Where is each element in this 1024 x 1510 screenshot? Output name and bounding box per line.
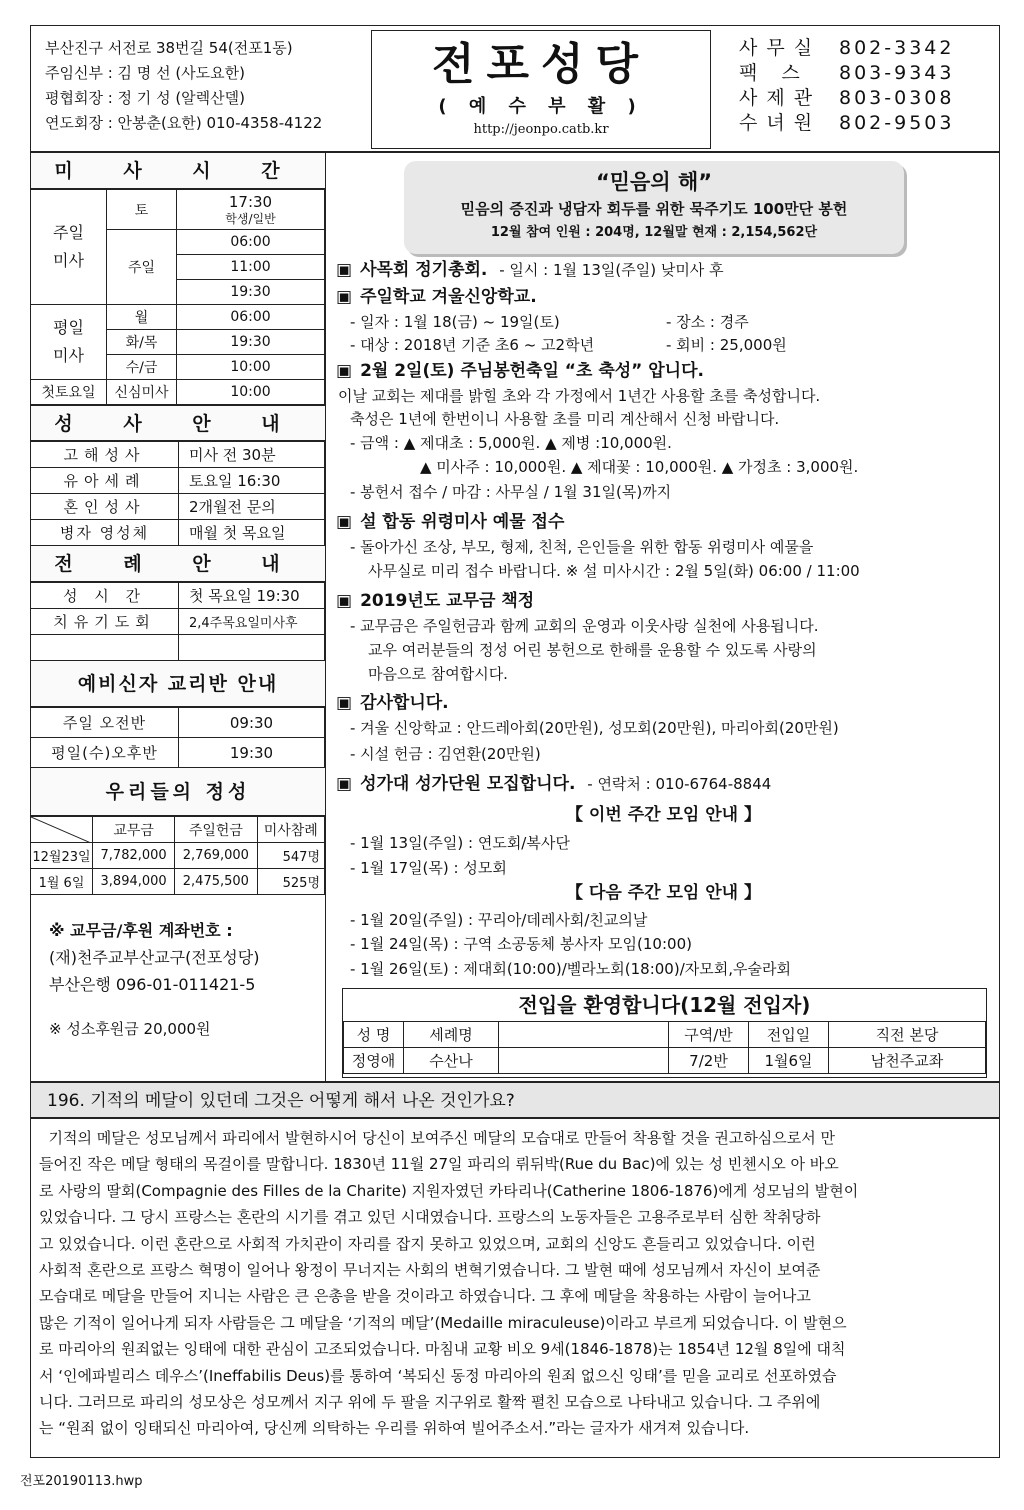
bullet-icon: ▣ bbox=[336, 774, 353, 794]
sacrament-value: 2개월전 문의 bbox=[179, 494, 325, 520]
notice-title: 성가대 성가단원 모집합니다. bbox=[360, 774, 576, 794]
table-header: 세례명 bbox=[404, 1022, 499, 1048]
first-saturday-type: 신심미사 bbox=[107, 380, 177, 405]
table-cell bbox=[499, 1048, 669, 1074]
contact-rectory bbox=[739, 86, 1001, 111]
page-title: 전포성당 bbox=[431, 39, 650, 90]
council-president-line: 평협회장 : 정 기 성 (알렉산델) bbox=[45, 89, 245, 107]
offering-value: 2,769,000 bbox=[175, 843, 257, 869]
qa-line: 고 있었습니다. 이런 혼란으로 사회적 가치관이 자리를 잡지 못하고 있었으며, 교회의 신앙도 흔들리고 있었습니다. 이런 bbox=[39, 1234, 816, 1253]
offerings-table bbox=[30, 816, 325, 895]
qa-line: 는 “원죄 없이 잉태되신 마리아여, 당신께 의탁하는 우리를 위하여 빌어주소서.”라는 글자가 새겨져 있습니다. bbox=[39, 1419, 750, 1438]
notice-line: 사무실로 미리 접수 바랍니다. ※ 설 미사시간 : 2월 5일(화) 06:00 / 11:00 bbox=[368, 562, 860, 580]
liturgy-name: 치유기도회 bbox=[31, 609, 179, 635]
table-cell: 남천주교좌 bbox=[829, 1048, 986, 1074]
sacraments-title: 성 사 안 내 bbox=[31, 405, 325, 441]
bullet-icon: ▣ bbox=[336, 693, 353, 713]
qa-line: 로 마리아의 원죄없는 잉태에 대한 관심이 고조되었습니다. 마침내 교황 비오 9세(1846-1878)는 1854년 12월 8일에 대칙 bbox=[39, 1340, 846, 1359]
bullet-icon: ▣ bbox=[336, 512, 353, 532]
faith-title: “믿음의 해” bbox=[595, 170, 713, 194]
offering-value: 2,475,500 bbox=[175, 869, 257, 895]
liturgy-name: 성 시 간 bbox=[31, 583, 179, 609]
weekday-day: 화/목 bbox=[107, 330, 177, 355]
sunday-time: 06:00 bbox=[177, 230, 325, 255]
year-of-faith-box bbox=[404, 161, 904, 254]
parish-info bbox=[31, 26, 371, 153]
notice-winter-school bbox=[336, 285, 537, 309]
offering-header: 주일헌금 bbox=[175, 817, 257, 843]
table-row bbox=[344, 1048, 986, 1074]
account-line: (재)천주교부산교구(전포성당) bbox=[49, 948, 260, 967]
qa-line: 모습대로 메달을 만들어 지니는 사람은 큰 은총을 받을 것이라고 하였습니다. 그 후에 메달을 착용하는 사람이 늘어나고 bbox=[39, 1287, 811, 1306]
weekday-time: 19:30 bbox=[177, 330, 325, 355]
table-header: 성 명 bbox=[344, 1022, 404, 1048]
notice-line: - 일자 : 1월 18(금) ~ 19일(토) bbox=[350, 313, 560, 331]
sunday-time: 11:00 bbox=[177, 255, 325, 280]
bullet-icon: ▣ bbox=[336, 260, 353, 280]
liturgy-title: 전 례 안 내 bbox=[31, 546, 325, 582]
this-week-title: 【 이번 주간 모임 안내 】 bbox=[566, 805, 761, 825]
notice-line: - 대상 : 2018년 기준 초6 ~ 고2학년 bbox=[350, 336, 595, 354]
notice-line: - 겨울 신앙학교 : 안드레아회(20만원), 성모회(20만원), 마리아회(20만원) bbox=[350, 719, 839, 737]
schedule-item: - 1월 17일(목) : 성모회 bbox=[350, 859, 507, 877]
qa-line: 서 ‘인에파빌리스 데우스’(Ineffabilis Deus)를 통하여 ‘복되신 동정 마리아의 원죄 없으신 잉태’를 믿을 교리로 선포하였습 bbox=[39, 1366, 837, 1385]
contact-number: 802-3342 bbox=[839, 37, 955, 59]
table-header: 전입일 bbox=[749, 1022, 829, 1048]
offering-header: 교무금 bbox=[93, 817, 175, 843]
website-link[interactable]: http://jeonpo.catb.kr bbox=[473, 122, 609, 137]
next-week-title: 【 다음 주간 모임 안내 】 bbox=[566, 883, 761, 903]
qa-title: 196. 기적의 메달이 있던데 그것은 어떻게 해서 나온 것인가요? bbox=[30, 1082, 1000, 1118]
welcome-title: 전입을 환영합니다(12월 전입자) bbox=[518, 993, 811, 1017]
rosary-count: 12월 참여 인원 : 204명, 12월말 현재 : 2,154,562단 bbox=[490, 225, 818, 240]
notice-line: 마음으로 참여합시다. bbox=[368, 665, 508, 683]
qa-line: 있었습니다. 그 당시 프랑스는 혼란의 시기를 겪고 있던 시대였습니다. 프랑스의 노동자들은 고용주로부터 심한 착취당하 bbox=[39, 1208, 821, 1227]
saturday-time: 17:30 bbox=[228, 192, 273, 211]
sunday-label: 주일 bbox=[107, 230, 177, 305]
notice-title: 2019년도 교무금 책정 bbox=[360, 591, 535, 611]
sacrament-name: 혼인성사 bbox=[31, 494, 179, 520]
liturgy-value: 첫 목요일 19:30 bbox=[179, 583, 325, 609]
contact-office bbox=[739, 36, 1001, 61]
notice-parish-dues bbox=[336, 589, 534, 613]
sacrament-value: 토요일 16:30 bbox=[179, 468, 325, 494]
sacrament-name: 유아세례 bbox=[31, 468, 179, 494]
sunday-mass-label: 주일 미사 bbox=[31, 190, 107, 305]
qa-line: 니다. 그러므로 파리의 성모상은 성모께서 지구 위에 두 팔을 지구위로 활짝 펼친 모습으로 나타내고 있습니다. 그 주위에 bbox=[39, 1393, 821, 1412]
weekday-day: 수/금 bbox=[107, 355, 177, 380]
offering-date: 1월 6일 bbox=[31, 869, 93, 895]
account-info bbox=[31, 895, 325, 1043]
sunday-time: 19:30 bbox=[177, 280, 325, 305]
schedule-item: - 1월 26일(토) : 제대회(10:00)/벨라노회(18:00)/자모회,우술라회 bbox=[350, 960, 791, 978]
schedule-item: - 1월 24일(목) : 구역 소공동체 봉사자 모임(10:00) bbox=[350, 935, 692, 953]
mass-times-title: 미 사 시 간 bbox=[31, 153, 325, 189]
table-cell: 7/2반 bbox=[669, 1048, 749, 1074]
contact-label: 팩 스 bbox=[739, 62, 809, 84]
notice-detail: - 연락처 : 010-6764-8844 bbox=[587, 775, 772, 793]
weekday-time: 06:00 bbox=[177, 305, 325, 330]
notice-line: - 교무금은 주일헌금과 함께 교회의 운영과 이웃사랑 실천에 사용됩니다. bbox=[350, 617, 819, 635]
notice-line: - 회비 : 25,000원 bbox=[666, 336, 787, 354]
notice-line: - 봉헌서 접수 / 마감 : 사무실 / 1월 31일(목)까지 bbox=[350, 483, 672, 501]
notice-detail: - 일시 : 1월 13일(주일) 낮미사 후 bbox=[499, 261, 724, 279]
notice-candlemas bbox=[336, 359, 704, 383]
notice-general-meeting bbox=[336, 258, 724, 282]
notice-area bbox=[326, 153, 1001, 1083]
offering-header: 미사참례 bbox=[257, 817, 325, 843]
class-time: 19:30 bbox=[179, 738, 325, 768]
notice-choir bbox=[336, 772, 771, 796]
notice-title: 주일학교 겨울신앙학교. bbox=[360, 287, 537, 307]
notice-title: 2월 2일(토) 주님봉헌축일 “초 축성” 압니다. bbox=[360, 361, 704, 381]
bulletin-header bbox=[30, 25, 1000, 152]
sacrament-name: 병자 영성체 bbox=[31, 520, 179, 546]
contact-list bbox=[731, 26, 1001, 153]
contact-number: 803-0308 bbox=[839, 87, 955, 109]
liturgy-table bbox=[30, 582, 325, 661]
offering-value: 525명 bbox=[257, 869, 325, 895]
table-cell: 정영애 bbox=[344, 1048, 404, 1074]
weekday-mass-label: 평일 미사 bbox=[31, 305, 107, 380]
contact-label: 수녀원 bbox=[739, 112, 822, 134]
mass-times-table bbox=[30, 189, 325, 405]
qa-line: 기적의 메달은 성모님께서 파리에서 발현하시어 당신이 보여주신 메달의 모습대로 만들어 착용할 것을 권고하심으로서 만 bbox=[39, 1129, 836, 1147]
sacrament-value: 미사 전 30분 bbox=[179, 442, 325, 468]
class-name: 평일(수)오후반 bbox=[31, 738, 179, 768]
liturgy-name bbox=[31, 635, 179, 661]
saturday-time-cell bbox=[177, 190, 325, 230]
weekday-day: 월 bbox=[107, 305, 177, 330]
notice-title: 감사합니다. bbox=[360, 693, 449, 713]
contact-convent bbox=[739, 111, 1001, 136]
account-line: ※ 교무금/후원 계좌번호 : bbox=[49, 921, 233, 940]
table-header: 구역/반 bbox=[669, 1022, 749, 1048]
notice-line: ▲ 미사주 : 10,000원. ▲ 제대꽃 : 10,000원. ▲ 가정초 : 3,000원. bbox=[420, 458, 859, 476]
notice-line: - 시설 헌금 : 김연환(20만원) bbox=[350, 745, 541, 763]
faith-subtitle: 믿음의 증진과 냉담자 회두를 위한 묵주기도 100만단 봉헌 bbox=[460, 200, 848, 218]
requiem-president-line: 연도회장 : 안봉춘(요한) 010-4358-4122 bbox=[45, 114, 323, 132]
schedule-item: - 1월 20일(주일) : 꾸리아/데레사회/친교의날 bbox=[350, 911, 648, 929]
offering-value: 547명 bbox=[257, 843, 325, 869]
bullet-icon: ▣ bbox=[336, 591, 353, 611]
bullet-icon: ▣ bbox=[336, 361, 353, 381]
title-box bbox=[371, 30, 711, 149]
main-frame bbox=[30, 152, 1000, 1082]
pastor-line: 주임신부 : 김 명 선 (사도요한) bbox=[45, 64, 245, 82]
parish-address: 부산진구 서전로 38번길 54(전포1동) bbox=[45, 39, 293, 57]
offerings-title: 우리들의 정성 bbox=[31, 768, 325, 816]
table-header bbox=[499, 1022, 669, 1048]
notice-line: - 금액 : ▲ 제대초 : 5,000원. ▲ 제병 :10,000원. bbox=[350, 434, 672, 452]
qa-line: 로 사랑의 딸회(Compagnie des Filles de la Charite) 지원자였던 카타리나(Catherine 1806-1876)에게 성모님의 발현이 bbox=[39, 1181, 859, 1200]
sacrament-value: 매월 첫 목요일 bbox=[179, 520, 325, 546]
diagonal-line bbox=[31, 817, 91, 843]
first-saturday-label: 첫토요일 bbox=[31, 380, 107, 405]
sacraments-table bbox=[30, 441, 325, 546]
contact-number: 802-9503 bbox=[839, 112, 955, 134]
account-line: 부산은행 096-01-011421-5 bbox=[49, 975, 256, 994]
table-cell: 수산나 bbox=[404, 1048, 499, 1074]
vocation-support: ※ 성소후원금 20,000원 bbox=[49, 1020, 211, 1038]
contact-number: 803-9343 bbox=[839, 62, 955, 84]
notice-title: 설 합동 위령미사 예물 접수 bbox=[360, 512, 565, 532]
table-cell: 1월6일 bbox=[749, 1048, 829, 1074]
weekday-time: 10:00 bbox=[177, 355, 325, 380]
newcomers-table bbox=[343, 1021, 986, 1074]
notice-memorial-mass bbox=[336, 510, 564, 534]
welcome-box bbox=[342, 988, 987, 1078]
contact-label: 사제관 bbox=[739, 87, 822, 109]
catechumen-table bbox=[30, 707, 325, 768]
notice-line: - 돌아가신 조상, 부모, 형제, 친척, 은인들을 위한 합동 위령미사 예물을 bbox=[350, 538, 814, 556]
liturgical-season: ( 예 수 부 활 ) bbox=[438, 96, 644, 117]
diagonal-cell bbox=[31, 817, 93, 843]
notice-line: 축성은 1년에 한번이니 사용할 초를 미리 계산해서 신청 바랍니다. bbox=[350, 410, 780, 428]
class-name: 주일 오전반 bbox=[31, 708, 179, 738]
schedule-item: - 1월 13일(주일) : 연도회/복사단 bbox=[350, 834, 570, 852]
contact-fax bbox=[739, 61, 1001, 86]
qa-line: 사회적 혼란으로 프랑스 혁명이 일어나 왕정이 무너지는 사회의 변혁기였습니다. 그 발현 때에 성모님께서 자신이 보여준 bbox=[39, 1261, 821, 1280]
offering-value: 3,894,000 bbox=[93, 869, 175, 895]
catechumen-title: 예비신자 교리반 안내 bbox=[31, 661, 325, 707]
sacrament-name: 고해성사 bbox=[31, 442, 179, 468]
saturday-note: 학생/일반 bbox=[225, 211, 276, 226]
contact-label: 사무실 bbox=[739, 37, 822, 59]
liturgy-value: 2,4주목요일미사후 bbox=[179, 609, 325, 635]
notice-line: 이날 교회는 제대를 밝힐 초와 각 가정에서 1년간 사용할 초를 축성합니다. bbox=[338, 387, 821, 405]
notice-title: 사목회 정기총회. bbox=[360, 260, 488, 280]
offering-date: 12월23일 bbox=[31, 843, 93, 869]
liturgy-value bbox=[179, 635, 325, 661]
offering-value: 7,782,000 bbox=[93, 843, 175, 869]
notice-thanks bbox=[336, 691, 449, 715]
bullet-icon: ▣ bbox=[336, 287, 353, 307]
class-time: 09:30 bbox=[179, 708, 325, 738]
notice-line: - 장소 : 경주 bbox=[666, 313, 749, 331]
first-saturday-time: 10:00 bbox=[177, 380, 325, 405]
table-header: 직전 본당 bbox=[829, 1022, 986, 1048]
notice-line: 교우 여러분들의 정성 어린 봉헌으로 한해를 운용할 수 있도록 사랑의 bbox=[368, 641, 817, 659]
qa-line: 많은 기적이 일어나게 되자 사람들은 그 메달을 ‘기적의 메달’(Medaille miraculeuse)이라고 부르게 되었습니다. 이 발현으 bbox=[39, 1313, 847, 1332]
file-name: 전포20190113.hwp bbox=[20, 1474, 143, 1489]
qa-line: 들어진 작은 메달 형태의 목걸이를 말합니다. 1830년 11월 27일 파리의 뤼뒤박(Rue du Bac)에 있는 성 빈첸시오 아 바오 bbox=[39, 1155, 839, 1174]
qa-body bbox=[30, 1118, 1000, 1458]
sidebar bbox=[31, 153, 326, 1083]
saturday-label: 토 bbox=[107, 190, 177, 230]
